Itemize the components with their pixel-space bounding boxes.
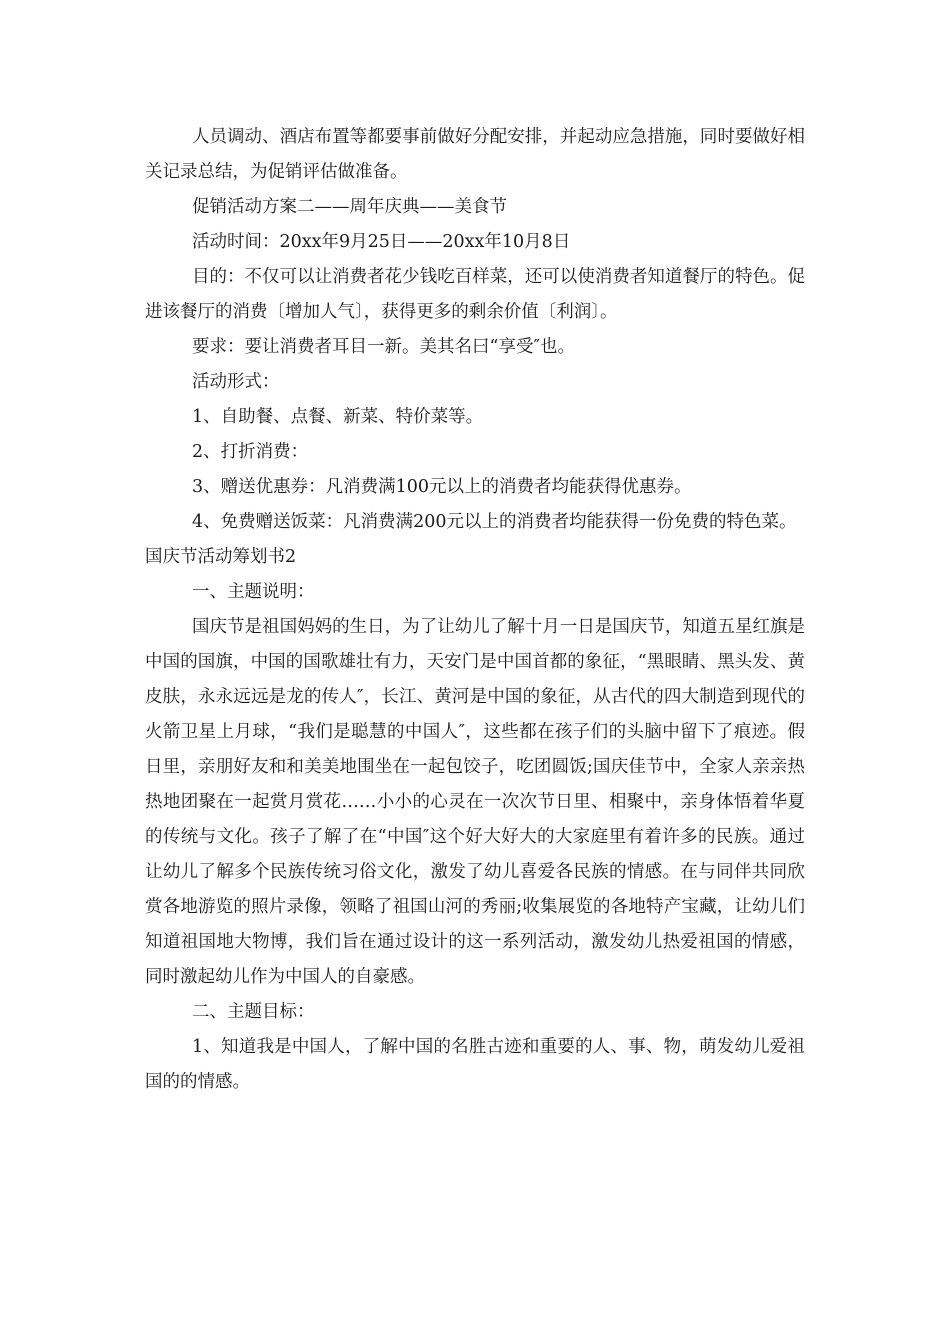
section-heading-plan-2: 国庆节活动筹划书2 (145, 547, 297, 567)
paragraph-activity-form-heading: 活动形式： (192, 372, 280, 392)
theme-goals-heading: 二、主题目标： (192, 1002, 315, 1022)
paragraph-requirement: 要求：要让消费者耳目一新。美其名曰“享受″也。 (192, 337, 575, 357)
paragraph-closing-arrangements: 人员调动、酒店布置等都要事前做好分配安排，并起动应急措施，同时要做好相关记录总结，为促销评估做准备。 (145, 127, 805, 182)
paragraph-plan-two-title: 促销活动方案二——周年庆典——美食节 (192, 197, 507, 217)
list-item-2: 2、打折消费： (192, 442, 309, 462)
document-body (145, 120, 805, 1100)
paragraph-purpose: 目的：不仅可以让消费者花少钱吃百样菜，还可以使消费者知道餐厅的特色。促进该餐厅的消费〔增加人气〕，获得更多的剩余价值〔利润〕。 (145, 267, 805, 322)
theme-goal-1: 1、知道我是中国人，了解中国的名胜古迹和重要的人、事、物，萌发幼儿爱祖国的的情感。 (145, 1037, 805, 1092)
list-item-4: 4、免费赠送饭菜：凡消费满200元以上的消费者均能获得一份免费的特色菜。 (192, 512, 797, 532)
paragraph-activity-time: 活动时间：20xx年9月25日——20xx年10月8日 (192, 232, 571, 252)
theme-description-body: 国庆节是祖国妈妈的生日，为了让幼儿了解十月一日是国庆节，知道五星红旗是中国的国旗，中国的国歌雄壮有力，天安门是中国首都的象征，“黑眼睛、黑头发、黄皮肤，永永远远是龙的传人″，长江、黄河是中国的象征，从古代的四大制造到现代的火箭卫星上月球，“我们是聪慧的中国人″，这些都在孩子们的头脑中留下了痕迹。假日里，亲朋好友和和美美地围坐在一起包饺子，吃团圆饭;国庆佳节中，全家人亲亲热热地团聚在一起赏月赏花……小小的心灵在一次次节日里、相聚中，亲身体悟着华夏的传统与文化。孩子了解了在“中国″这个好大好大的大家庭里有着许多的民族。通过让幼儿了解多个民族传统习俗文化，激发了幼儿喜爱各民族的情感。在与同伴共同欣赏各地游览的照片录像，领略了祖国山河的秀丽;收集展览的各地特产宝藏，让幼儿们知道祖国地大物博，我们旨在通过设计的这一系列活动，激发幼儿热爱祖国的情感，同时激起幼儿作为中国人的自豪感。 (145, 617, 805, 987)
list-item-1: 1、自助餐、点餐、新菜、特价菜等。 (192, 407, 484, 427)
list-item-3: 3、赠送优惠券：凡消费满100元以上的消费者均能获得优惠券。 (192, 477, 692, 497)
theme-description-heading: 一、主题说明： (192, 582, 315, 602)
